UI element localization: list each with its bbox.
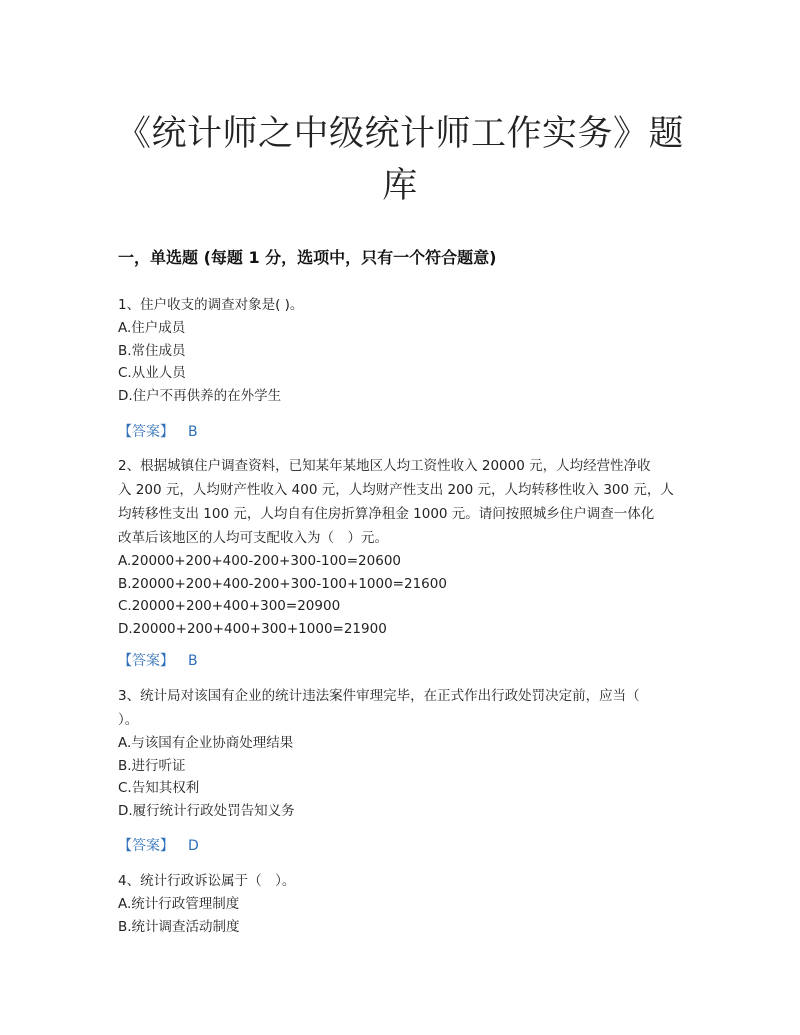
question-1: [118, 293, 684, 407]
answer-2: [118, 650, 198, 670]
answer-label: 【答案】: [118, 424, 174, 440]
option-c: C.从业人员: [118, 365, 186, 381]
section-heading: 一，单选题 (每题 1 分，选项中，只有一个符合题意): [118, 248, 497, 267]
question-stem: [118, 454, 684, 550]
option-list: [118, 317, 684, 407]
answer-1: [118, 421, 198, 441]
question-stem: [118, 869, 684, 893]
option-b: B.20000+200+400-200+300-100+1000=21600: [118, 575, 447, 592]
answer-value: B: [188, 424, 198, 440]
question-stem: [118, 684, 684, 732]
option-list: [118, 550, 684, 640]
option-list: [118, 893, 684, 938]
question-4: [118, 869, 684, 938]
question-stem: [118, 293, 684, 317]
title-line-1: 《统计师之中级统计师工作实务》题: [115, 114, 684, 154]
option-b: B.进行听证: [118, 757, 186, 774]
stem-line: ）。: [118, 712, 139, 728]
question-2: [118, 454, 684, 640]
option-d: D.住户不再供养的在外学生: [118, 387, 282, 404]
option-d: D.履行统计行政处罚告知义务: [118, 802, 295, 819]
option-a: A.住户成员: [118, 320, 186, 336]
stem-line: 4、统计行政诉讼属于（ ）。: [118, 873, 296, 889]
stem-line: 2、根据城镇住户调查资料，已知某年某地区人均工资性收入 20000 元，人均经营性净收: [118, 458, 651, 474]
stem-line: 改革后该地区的人均可支配收入为（ ）元。: [118, 530, 388, 546]
answer-label: 【答案】: [118, 838, 174, 854]
answer-value: D: [188, 838, 199, 854]
stem-line: 入 200 元，人均财产性收入 400 元，人均财产性支出 200 元，人均转移性收入 300 元，人: [118, 482, 674, 498]
option-c: C.告知其权利: [118, 780, 200, 796]
document-title: [110, 108, 690, 212]
option-a: A.20000+200+400-200+300-100=20600: [118, 553, 402, 569]
option-d: D.20000+200+400+300+1000=21900: [118, 620, 387, 637]
stem-line: 1、住户收支的调查对象是( )。: [118, 297, 304, 313]
stem-line: 3、统计局对该国有企业的统计违法案件审理完毕，在正式作出行政处罚决定前，应当（: [118, 688, 640, 704]
answer-label: 【答案】: [118, 653, 174, 669]
option-a: A.统计行政管理制度: [118, 896, 240, 912]
stem-line: 均转移性支出 100 元，人均自有住房折算净租金 1000 元。请问按照城乡住户调查一体化: [118, 506, 655, 522]
question-3: [118, 684, 684, 822]
option-b: B.常住成员: [118, 342, 186, 359]
title-line-2: 库: [382, 166, 418, 206]
option-c: C.20000+200+400+300=20900: [118, 598, 341, 614]
answer-value: B: [188, 653, 198, 669]
answer-3: [118, 835, 199, 855]
option-list: [118, 732, 684, 822]
option-b: B.统计调查活动制度: [118, 918, 240, 935]
option-a: A.与该国有企业协商处理结果: [118, 735, 294, 751]
